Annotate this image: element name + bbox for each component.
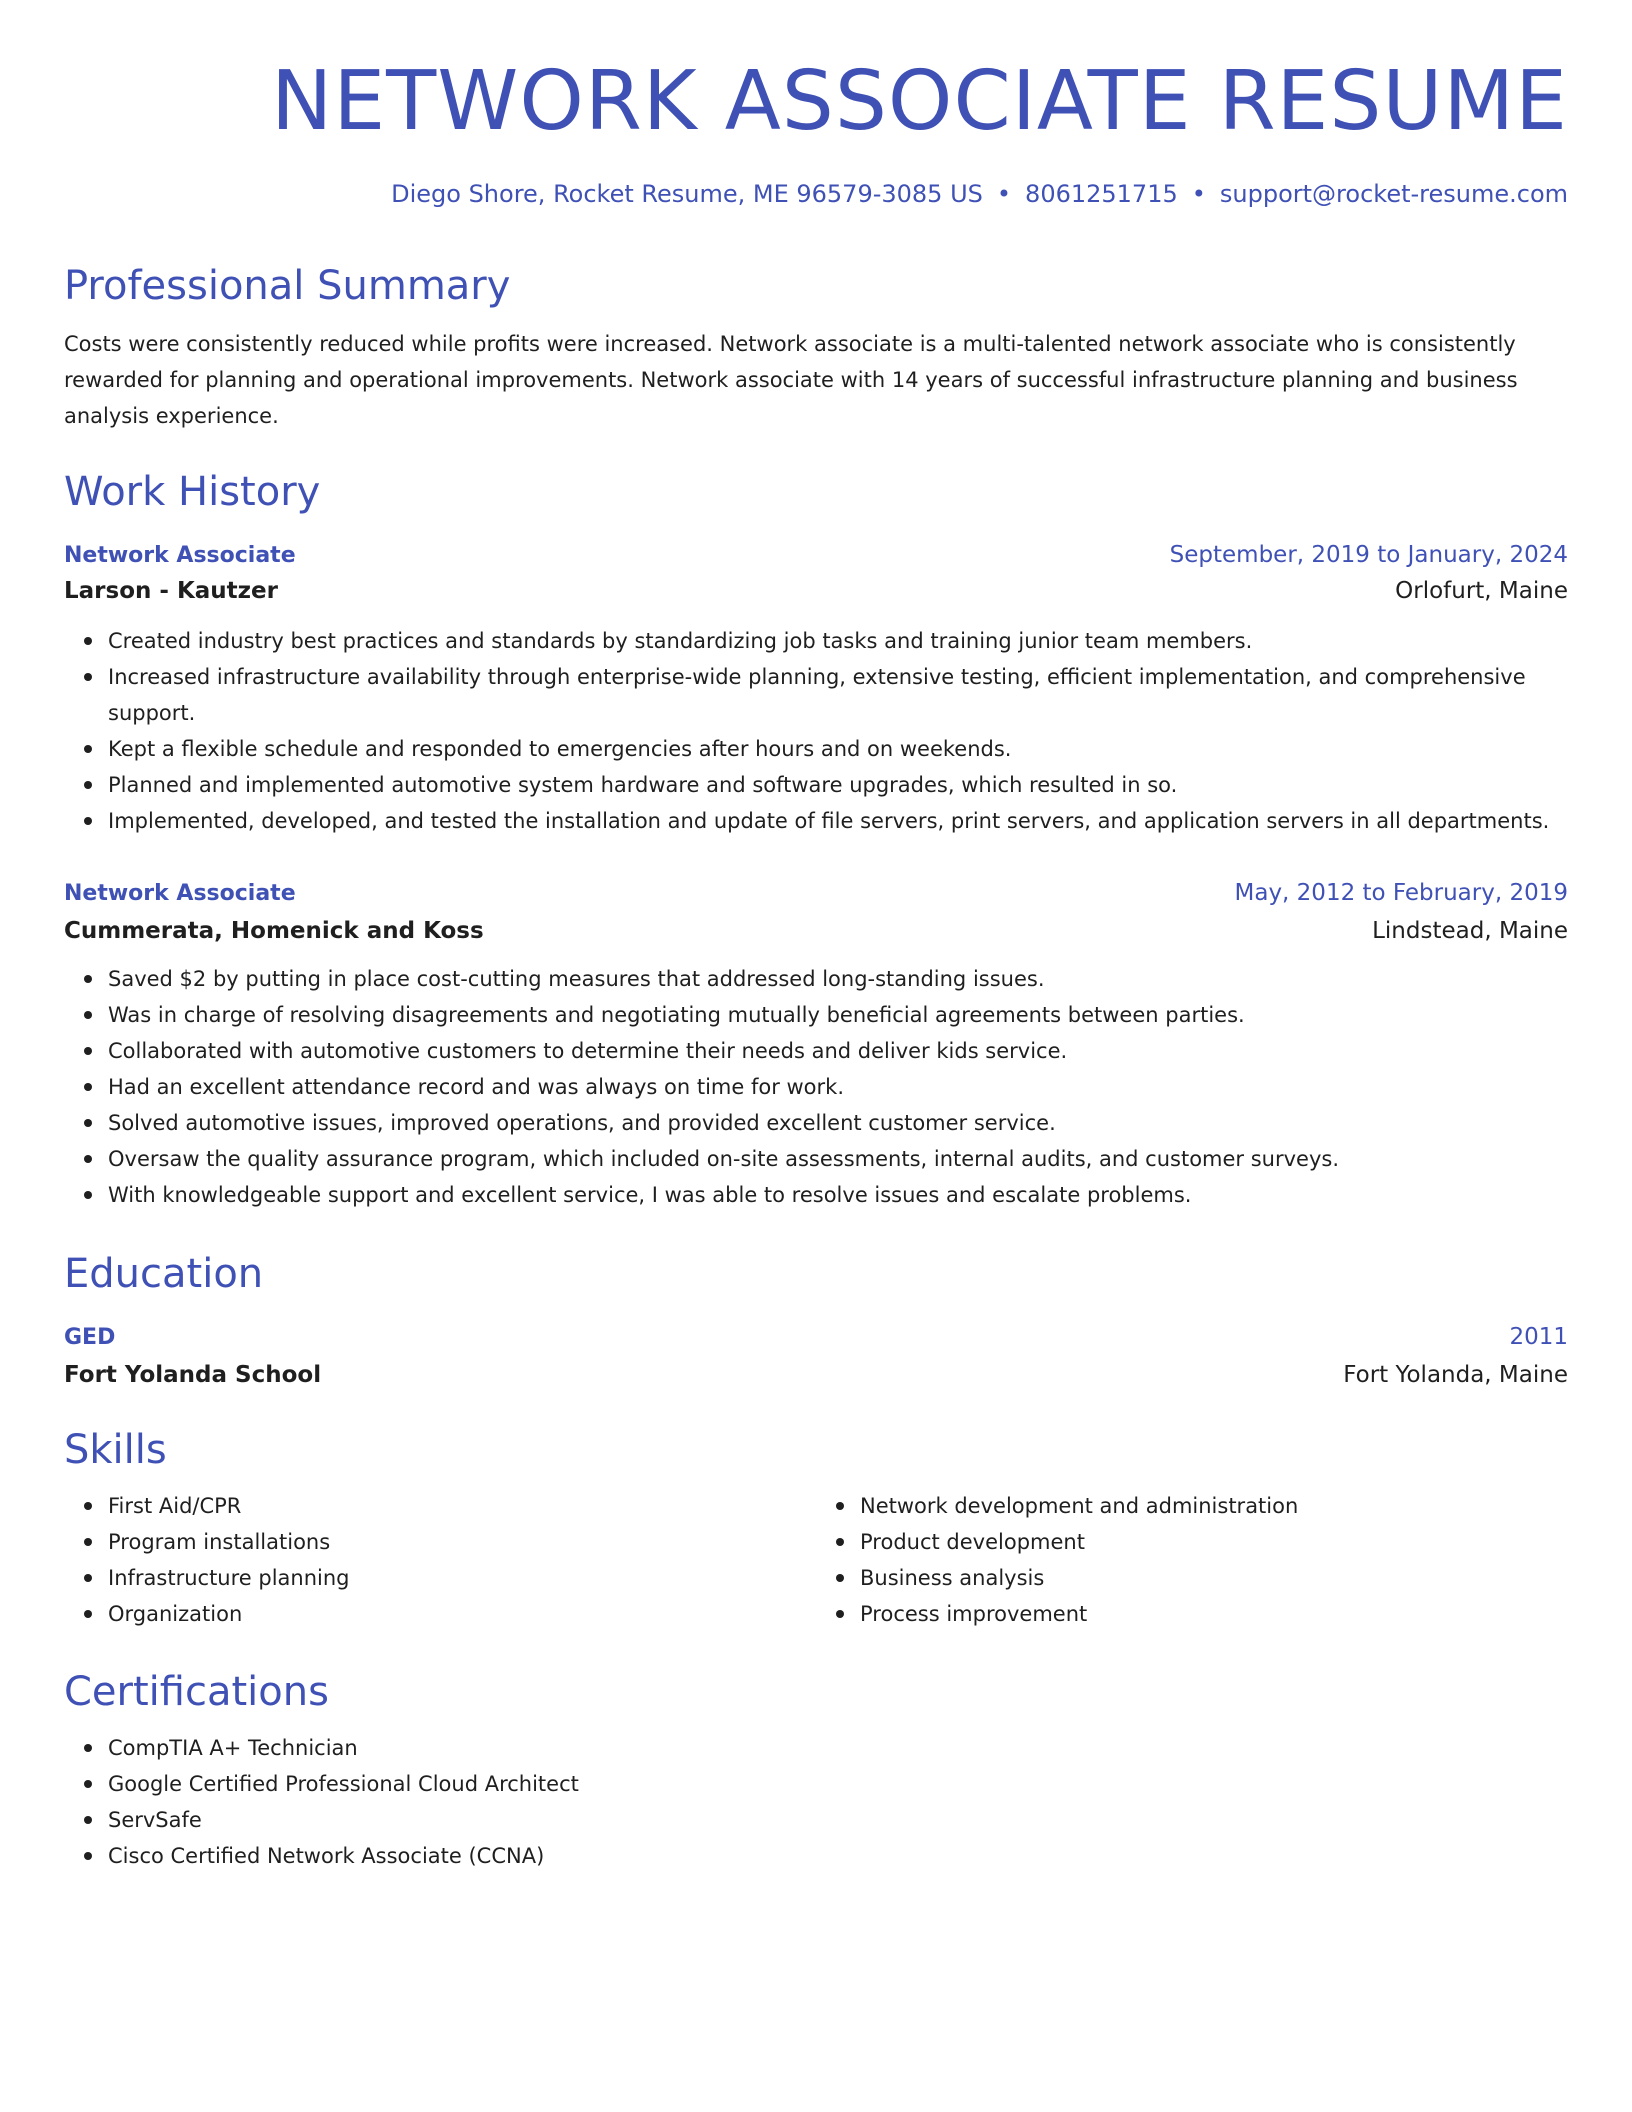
job-entry — [64, 540, 1568, 839]
list-item: Kept a flexible schedule and responded to emergencies after hours and on weekends. — [108, 731, 1568, 767]
education-degree: GED — [64, 1325, 116, 1350]
list-item: Increased infrastructure availability through enterprise-wide planning, extensive testing, efficient implementation, and comprehensive support. — [108, 659, 1568, 731]
resume-title: NETWORK ASSOCIATE RESUME — [271, 54, 1568, 149]
list-item: Process improvement — [860, 1596, 1568, 1632]
work-history-section — [64, 468, 1568, 516]
job-dates: September, 2019 to January, 2024 — [1169, 542, 1568, 568]
job-location: Lindstead, Maine — [1372, 918, 1568, 944]
list-item: Saved $2 by putting in place cost-cutting measures that addressed long-standing issues. — [108, 961, 1568, 997]
list-item: Network development and administration — [860, 1488, 1568, 1524]
section-heading-certifications: Certifications — [64, 1669, 329, 1715]
contact-address: Diego Shore, Rocket Resume, ME 96579-3085 US — [391, 180, 983, 208]
job-location: Orlofurt, Maine — [1395, 578, 1568, 604]
contact-email[interactable]: support@rocket-resume.com — [1219, 180, 1568, 208]
section-heading-skills: Skills — [64, 1427, 167, 1473]
summary-section — [64, 262, 1568, 434]
list-item: Oversaw the quality assurance program, which included on-site assessments, internal audits, and customer surveys. — [108, 1141, 1568, 1177]
list-item: Cisco Certified Network Associate (CCNA) — [108, 1838, 1568, 1874]
contact-separator: • — [996, 180, 1012, 208]
list-item: Infrastructure planning — [108, 1560, 816, 1596]
list-item: Business analysis — [860, 1560, 1568, 1596]
list-item: ServSafe — [108, 1802, 1568, 1838]
job-bullets — [64, 623, 1568, 839]
education-location: Fort Yolanda, Maine — [1343, 1362, 1568, 1388]
list-item: Collaborated with automotive customers to determine their needs and deliver kids service. — [108, 1033, 1568, 1069]
job-entry — [64, 878, 1568, 1213]
list-item: Planned and implemented automotive system hardware and software upgrades, which resulted in so. — [108, 767, 1568, 803]
skills-grid — [64, 1488, 1568, 1632]
list-item: Google Certified Professional Cloud Architect — [108, 1766, 1568, 1802]
list-item: Program installations — [108, 1524, 816, 1560]
list-item: Created industry best practices and standards by standardizing job tasks and training junior team members. — [108, 623, 1568, 659]
certifications-list — [64, 1730, 1568, 1874]
skills-section — [64, 1426, 1568, 1632]
contact-line — [391, 178, 1568, 210]
certifications-section — [64, 1668, 1568, 1874]
list-item: Product development — [860, 1524, 1568, 1560]
job-bullets — [64, 961, 1568, 1213]
education-section — [64, 1250, 1568, 1391]
skills-list-left — [64, 1488, 816, 1632]
list-item: Organization — [108, 1596, 816, 1632]
job-title: Network Associate — [64, 881, 296, 906]
list-item: CompTIA A+ Technician — [108, 1730, 1568, 1766]
list-item: Solved automotive issues, improved operations, and provided excellent customer service. — [108, 1105, 1568, 1141]
skills-list-right — [816, 1488, 1568, 1632]
section-heading-work: Work History — [64, 469, 321, 515]
list-item: Implemented, developed, and tested the installation and update of file servers, print servers, and application servers in all departments. — [108, 803, 1568, 839]
contact-phone: 8061251715 — [1025, 180, 1178, 208]
list-item: Was in charge of resolving disagreements and negotiating mutually beneficial agreements between parties. — [108, 997, 1568, 1033]
contact-separator: • — [1191, 180, 1206, 208]
job-company: Cummerata, Homenick and Koss — [64, 918, 484, 944]
list-item: Had an excellent attendance record and was always on time for work. — [108, 1069, 1568, 1105]
list-item: First Aid/CPR — [108, 1488, 816, 1524]
section-heading-education: Education — [64, 1251, 264, 1297]
education-year: 2011 — [1509, 1324, 1568, 1350]
summary-text: Costs were consistently reduced while profits were increased. Network associate is a multi-talented network associate who is consistently rewarded for planning and operational improvements. Network associate with 14 years of successful infrastructure planning and business analysis experience. — [64, 332, 1518, 428]
section-heading-summary: Professional Summary — [64, 263, 511, 309]
education-school: Fort Yolanda School — [64, 1362, 322, 1388]
job-title: Network Associate — [64, 543, 296, 568]
list-item: With knowledgeable support and excellent service, I was able to resolve issues and escalate problems. — [108, 1177, 1568, 1213]
job-company: Larson - Kautzer — [64, 578, 278, 604]
job-dates: May, 2012 to February, 2019 — [1234, 880, 1568, 906]
